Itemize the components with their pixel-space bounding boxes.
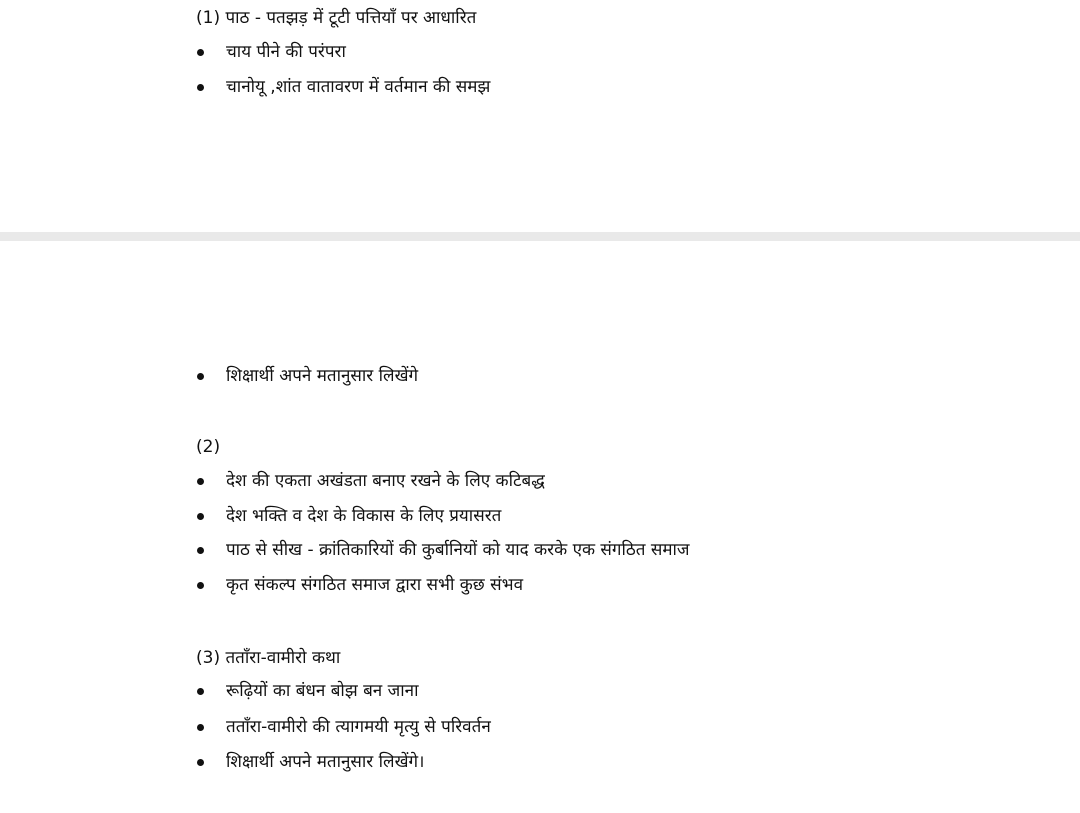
- list-item: [0, 716, 1080, 740]
- list-item-text: शिक्षार्थी अपने मतानुसार लिखेंगे: [226, 366, 419, 386]
- list-item: [0, 76, 1080, 100]
- list-item-text: चानोयू ,शांत वातावरण में वर्तमान की समझ: [226, 77, 491, 97]
- list-item: [0, 41, 1080, 65]
- list-item-text: तताँरा-वामीरो की त्यागमयी मृत्यु से परिवर्तन: [226, 717, 491, 737]
- bullet-icon: [197, 84, 204, 91]
- list-item-text: रूढ़ियों का बंधन बोझ बन जाना: [226, 681, 419, 701]
- list-item: [0, 505, 1080, 529]
- bullet-icon: [197, 478, 204, 485]
- list-item-text: कृत संकल्प संगठित समाज द्वारा सभी कुछ संभव: [226, 575, 524, 595]
- bullet-icon: [197, 724, 204, 731]
- document-page-bottom: [0, 241, 1080, 813]
- list-item: [0, 751, 1080, 775]
- bullet-icon: [197, 582, 204, 589]
- list-item: [0, 680, 1080, 704]
- list-item-text: देश की एकता अखंडता बनाए रखने के लिए कटिबद्ध: [226, 471, 545, 491]
- bullet-icon: [197, 49, 204, 56]
- bullet-icon: [197, 688, 204, 695]
- list-item-text: पाठ से सीख - क्रांतिकारियों की कुर्बानियों को याद करके एक संगठित समाज: [226, 540, 690, 560]
- list-item-text: चाय पीने की परंपरा: [226, 42, 346, 62]
- list-item: [0, 539, 1080, 563]
- list-item-text: देश भक्ति व देश के विकास के लिए प्रयासरत: [226, 506, 502, 526]
- list-item: [0, 574, 1080, 598]
- bullet-icon: [197, 547, 204, 554]
- section-3-heading: (3) तताँरा-वामीरो कथा: [196, 648, 341, 668]
- bullet-icon: [197, 759, 204, 766]
- section-2-heading: (2): [196, 437, 221, 457]
- bullet-icon: [197, 513, 204, 520]
- list-item-text: शिक्षार्थी अपने मतानुसार लिखेंगे।: [226, 752, 425, 772]
- document-page-top: [0, 0, 1080, 232]
- page-separator: [0, 232, 1080, 241]
- list-item: [0, 470, 1080, 494]
- list-item: [0, 365, 1080, 389]
- bullet-icon: [197, 373, 204, 380]
- section-1-heading: (1) पाठ - पतझड़ में टूटी पत्तियाँ पर आधारित: [196, 8, 477, 28]
